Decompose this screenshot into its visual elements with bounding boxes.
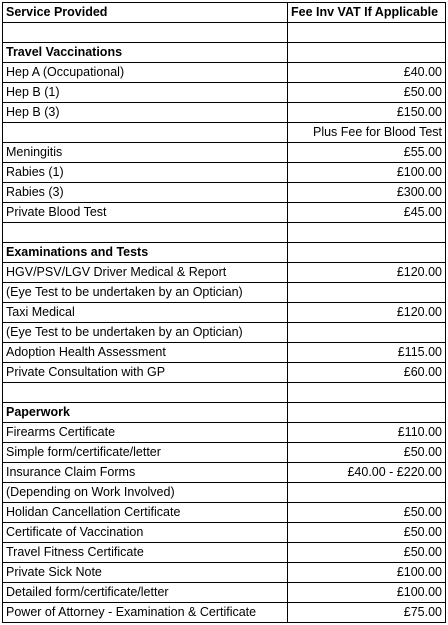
service-cell: [3, 223, 288, 243]
fees-table: [2, 2, 446, 623]
table-row: [3, 123, 446, 143]
section-heading: Examinations and Tests: [3, 243, 288, 263]
service-cell: Rabies (1): [3, 163, 288, 183]
service-cell: [3, 123, 288, 143]
fee-cell: £55.00: [288, 143, 446, 163]
service-cell: Rabies (3): [3, 183, 288, 203]
table-body: [3, 23, 446, 623]
fee-cell: [288, 243, 446, 263]
fee-cell: [288, 223, 446, 243]
header-fee: Fee Inv VAT If Applicable: [288, 3, 446, 23]
service-cell: Taxi Medical: [3, 303, 288, 323]
fee-cell: [288, 283, 446, 303]
table-row: [3, 203, 446, 223]
table-row: [3, 23, 446, 43]
service-cell: Hep A (Occupational): [3, 63, 288, 83]
service-cell: Private Sick Note: [3, 563, 288, 583]
fee-cell: [288, 323, 446, 343]
fee-cell: £120.00: [288, 303, 446, 323]
table-row: [3, 483, 446, 503]
service-cell: Travel Fitness Certificate: [3, 543, 288, 563]
table-row: [3, 183, 446, 203]
service-cell: (Eye Test to be undertaken by an Optician): [3, 323, 288, 343]
table-row: [3, 603, 446, 623]
fee-cell: £115.00: [288, 343, 446, 363]
service-cell: Simple form/certificate/letter: [3, 443, 288, 463]
table-row: [3, 323, 446, 343]
service-cell: Power of Attorney - Examination & Certificate: [3, 603, 288, 623]
table-row: [3, 223, 446, 243]
fee-cell: £120.00: [288, 263, 446, 283]
table-row: [3, 523, 446, 543]
table-row: [3, 463, 446, 483]
table-row: [3, 563, 446, 583]
service-cell: Private Blood Test: [3, 203, 288, 223]
service-cell: Insurance Claim Forms: [3, 463, 288, 483]
service-cell: Private Consultation with GP: [3, 363, 288, 383]
service-cell: [3, 383, 288, 403]
table-row: [3, 543, 446, 563]
service-cell: (Depending on Work Involved): [3, 483, 288, 503]
fee-cell: £50.00: [288, 83, 446, 103]
service-cell: Firearms Certificate: [3, 423, 288, 443]
service-cell: Holidan Cancellation Certificate: [3, 503, 288, 523]
section-heading: Paperwork: [3, 403, 288, 423]
fee-cell: £150.00: [288, 103, 446, 123]
fee-cell: £40.00: [288, 63, 446, 83]
service-cell: Adoption Health Assessment: [3, 343, 288, 363]
header-service: Service Provided: [3, 3, 288, 23]
service-cell: Hep B (1): [3, 83, 288, 103]
section-heading-row: [3, 43, 446, 63]
service-cell: Meningitis: [3, 143, 288, 163]
table-row: [3, 83, 446, 103]
fee-cell: [288, 483, 446, 503]
service-cell: [3, 23, 288, 43]
table-row: [3, 283, 446, 303]
service-cell: (Eye Test to be undertaken by an Optician): [3, 283, 288, 303]
fee-cell: [288, 43, 446, 63]
fee-cell: £50.00: [288, 523, 446, 543]
table-row: [3, 343, 446, 363]
fee-cell: £110.00: [288, 423, 446, 443]
table-row: [3, 503, 446, 523]
fee-cell: [288, 383, 446, 403]
table-row: [3, 443, 446, 463]
table-row: [3, 583, 446, 603]
table-row: [3, 63, 446, 83]
table-row: [3, 143, 446, 163]
service-cell: Certificate of Vaccination: [3, 523, 288, 543]
fee-cell: £60.00: [288, 363, 446, 383]
fee-cell: £300.00: [288, 183, 446, 203]
section-heading-row: [3, 243, 446, 263]
fee-cell: £100.00: [288, 583, 446, 603]
service-cell: Detailed form/certificate/letter: [3, 583, 288, 603]
table-row: [3, 103, 446, 123]
fee-cell: £75.00: [288, 603, 446, 623]
fee-cell: £50.00: [288, 503, 446, 523]
service-cell: HGV/PSV/LGV Driver Medical & Report: [3, 263, 288, 283]
table-row: [3, 363, 446, 383]
table-row: [3, 163, 446, 183]
fee-cell: £45.00: [288, 203, 446, 223]
table-row: [3, 423, 446, 443]
fee-cell: £100.00: [288, 563, 446, 583]
service-cell: Hep B (3): [3, 103, 288, 123]
table-row: [3, 383, 446, 403]
fee-cell: Plus Fee for Blood Test: [288, 123, 446, 143]
fee-cell: £100.00: [288, 163, 446, 183]
table-row: [3, 263, 446, 283]
section-heading-row: [3, 403, 446, 423]
fee-cell: £50.00: [288, 543, 446, 563]
table-row: [3, 303, 446, 323]
fee-cell: [288, 23, 446, 43]
fee-cell: £50.00: [288, 443, 446, 463]
fee-cell: £40.00 - £220.00: [288, 463, 446, 483]
fee-cell: [288, 403, 446, 423]
section-heading: Travel Vaccinations: [3, 43, 288, 63]
header-row: [3, 3, 446, 23]
